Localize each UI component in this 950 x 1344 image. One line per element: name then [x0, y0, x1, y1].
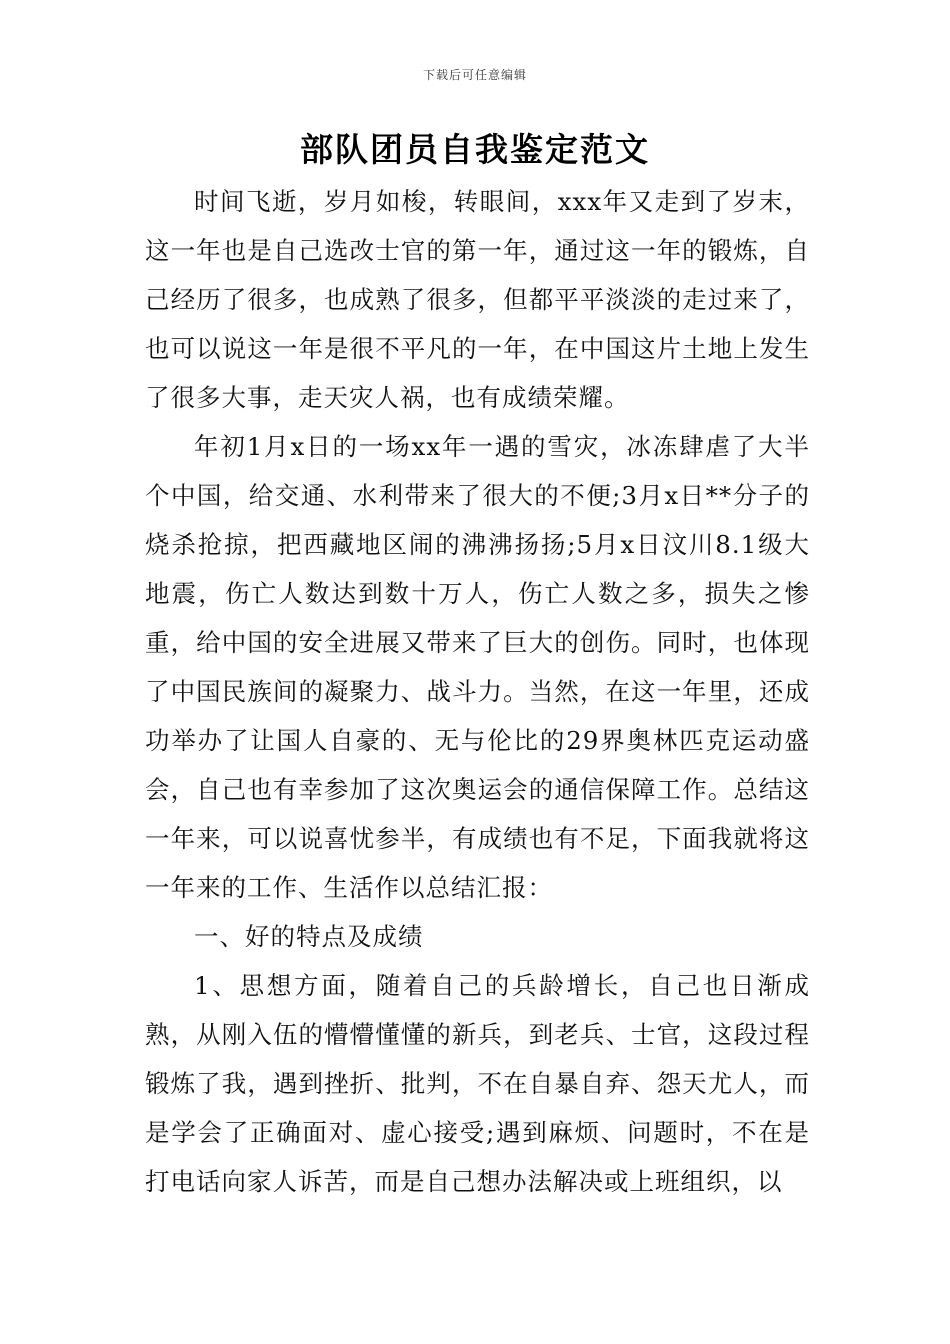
section-heading: 一、好的特点及成绩	[194, 922, 424, 951]
paragraph-events: 年初1月x日的一场xx年一遇的雪灾，冰冻肆虐了大半个中国，给交通、水利带来了很大的不便;3月x日**分子的烧杀抢掠，把西藏地区闹的沸沸扬扬;5月x日汶川8.1级大地震，伤亡人数达到数十万人，伤亡人数之多，损失之惨重，给中国的安全进展又带来了巨大的创伤。同时，也体现了中国民族间的凝聚力、战斗力。当然，在这一年里，还成功举办了让国人自豪的、无与伦比的29界奥林匹克运动盛会，自己也有幸参加了这次奥运会的通信保障工作。总结这一年来，可以说喜忧参半，有成绩也有不足，下面我就将这一年来的工作、生活作以总结汇报：	[145, 432, 810, 902]
document-body	[145, 177, 810, 1206]
paragraph-thoughts: 1、思想方面，随着自己的兵龄增长，自己也日渐成熟，从刚入伍的懵懵懂懂的新兵，到老兵、士官，这段过程锻炼了我，遇到挫折、批判，不在自暴自弃、怨天尤人，而是学会了正确面对、虚心接受;遇到麻烦、问题时，不在是打电话向家人诉苦，而是自己想办法解决或上班组织，以	[145, 971, 810, 1196]
paragraph-intro: 时间飞逝，岁月如梭，转眼间，xxx年又走到了岁末，这一年也是自己选改士官的第一年，通过这一年的锻炼，自己经历了很多，也成熟了很多，但都平平淡淡的走过来了，也可以说这一年是很不平凡的一年，在中国这片土地上发生了很多大事，走天灾人祸，也有成绩荣耀。	[145, 187, 810, 412]
page-title: 部队团员自我鉴定范文	[300, 130, 650, 169]
header-note: 下载后可任意编辑	[422, 68, 527, 82]
